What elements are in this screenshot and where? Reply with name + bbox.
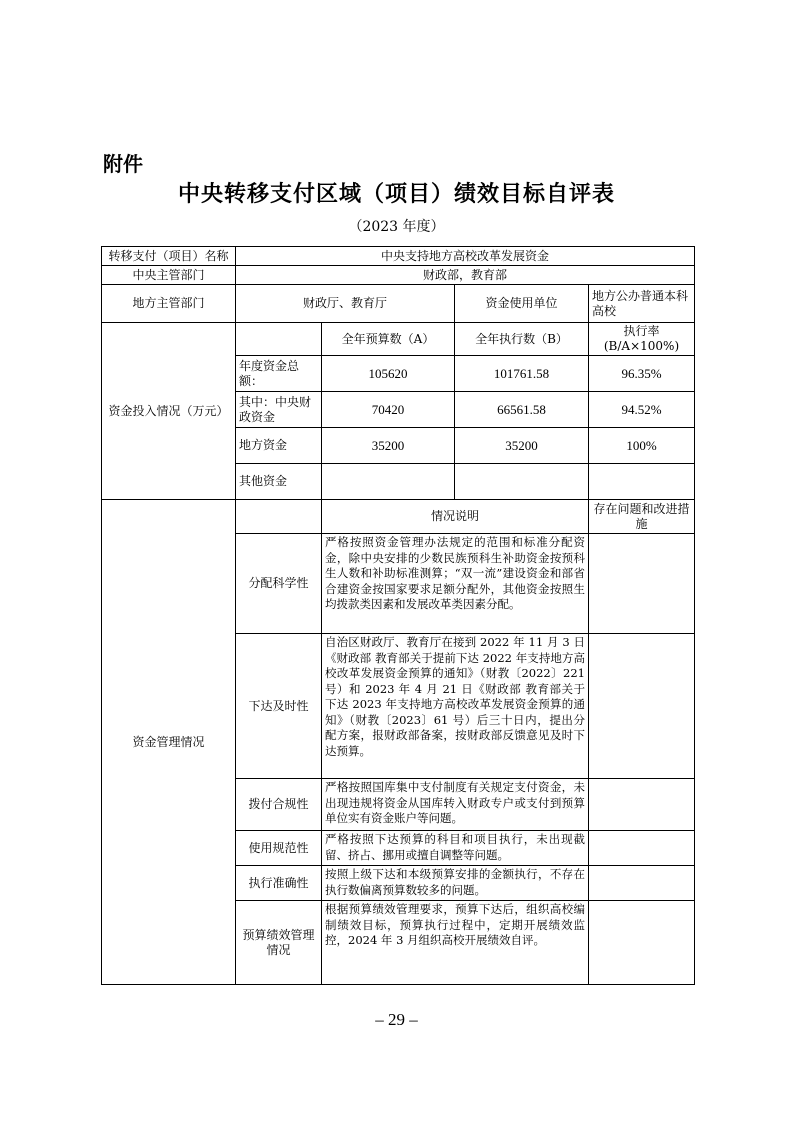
funds-row-rate: [589, 464, 695, 500]
funds-row-budget: [322, 464, 455, 500]
col-desc-header: 情况说明: [322, 500, 589, 534]
funds-row-budget: 70420: [322, 392, 455, 428]
management-row-label: 分配科学性: [236, 534, 322, 634]
management-header-row: [102, 500, 695, 534]
funds-row-exec: 101761.58: [455, 356, 589, 392]
funds-row-rate: 96.35%: [589, 356, 695, 392]
management-row-desc: 严格按照国库集中支付制度有关规定支付资金，未出现违规将资金从国库转入财政专户或支付到预算单位实有资金账户等问题。: [322, 779, 589, 831]
management-row-desc: 严格按照下达预算的科目和项目执行，未出现截留、挤占、挪用或擅自调整等问题。: [322, 831, 589, 866]
management-row-desc: 根据预算绩效管理要求，预算下达后，组织高校编制绩效目标，预算执行过程中，定期开展绩效监控，2024 年 3 月组织高校开展绩效自评。: [322, 901, 589, 985]
management-row-desc: 自治区财政厅、教育厅在接到 2022 年 11 月 3 日《财政部 教育部关于提前下达 2022 年支持地方高校改革发展资金预算的通知》（财教〔2022〕221 号）和 2023 年 4 月 21 日《财政部 教育部关于下达 2023 年支持地方高校改革发展资金预算的通知》（财教〔2023〕61 号）后三十日内，提出分配方案，报财政部备案，按财政部反馈意见及时下达预算。: [322, 634, 589, 779]
funds-row-rate: 94.52%: [589, 392, 695, 428]
funds-row-label: 地方资金: [236, 428, 322, 464]
management-row-label: 下达及时性: [236, 634, 322, 779]
local-dept-row: [102, 285, 695, 323]
evaluation-table: [101, 246, 695, 985]
management-row-label: 拨付合规性: [236, 779, 322, 831]
management-row-label: 执行准确性: [236, 866, 322, 901]
funds-row-label: 其他资金: [236, 464, 322, 500]
management-row-label: 预算绩效管理情况: [236, 901, 322, 985]
funds-row-exec: 66561.58: [455, 392, 589, 428]
funds-row-budget: 35200: [322, 428, 455, 464]
col-exec-header: 全年执行数（B）: [455, 323, 589, 356]
funds-row-exec: [455, 464, 589, 500]
fund-unit-value: 地方公办普通本科高校: [589, 285, 695, 323]
page-number: – 29 –: [375, 1010, 418, 1029]
management-row-issue: [589, 534, 695, 634]
management-row-issue: [589, 779, 695, 831]
project-name-label: 转移支付（项目）名称: [102, 247, 236, 266]
local-dept-value: 财政厅、教育厅: [236, 285, 455, 323]
central-dept-label: 中央主管部门: [102, 266, 236, 285]
central-dept-row: [102, 266, 695, 285]
col-rate-header: 执行率(B/A×100%): [589, 323, 695, 356]
management-row-issue: [589, 831, 695, 866]
central-dept-value: 财政部，教育部: [236, 266, 695, 285]
funds-row-budget: 105620: [322, 356, 455, 392]
funds-section-label: 资金投入情况（万元）: [102, 323, 236, 500]
management-row-desc: 严格按照资金管理办法规定的范围和标准分配资金，除中央安排的少数民族预科生补助资金按预科生人数和补助标准测算；“双一流”建设资金和部省合建资金按国家要求足额分配外，其他资金按照生均拨款类因素和发展改革类因素分配。: [322, 534, 589, 634]
col-issue-header: 存在问题和改进措施: [589, 500, 695, 534]
funds-row-label: 其中：中央财政资金: [236, 392, 322, 428]
management-row-desc: 按照上级下达和本级预算安排的金额执行，不存在执行数偏离预算数较多的问题。: [322, 866, 589, 901]
management-row-issue: [589, 901, 695, 985]
document-title: 中央转移支付区域（项目）绩效目标自评表: [177, 181, 615, 207]
management-row-label: 使用规范性: [236, 831, 322, 866]
funds-row-label: 年度资金总额：: [236, 356, 322, 392]
project-name-value: 中央支持地方高校改革发展资金: [236, 247, 695, 266]
management-blank-cell: [236, 500, 322, 534]
year-label: （2023 年度）: [348, 219, 445, 235]
funds-row-exec: 35200: [455, 428, 589, 464]
project-name-row: [102, 247, 695, 266]
col-budget-header: 全年预算数（A）: [322, 323, 455, 356]
management-section-label: 资金管理情况: [102, 500, 236, 985]
management-row-issue: [589, 866, 695, 901]
funds-blank-cell: [236, 323, 322, 356]
funds-header-row: [102, 323, 695, 356]
fund-unit-label: 资金使用单位: [455, 285, 589, 323]
management-row-issue: [589, 634, 695, 779]
funds-row-rate: 100%: [589, 428, 695, 464]
attachment-label: 附件: [103, 152, 143, 176]
local-dept-label: 地方主管部门: [102, 285, 236, 323]
